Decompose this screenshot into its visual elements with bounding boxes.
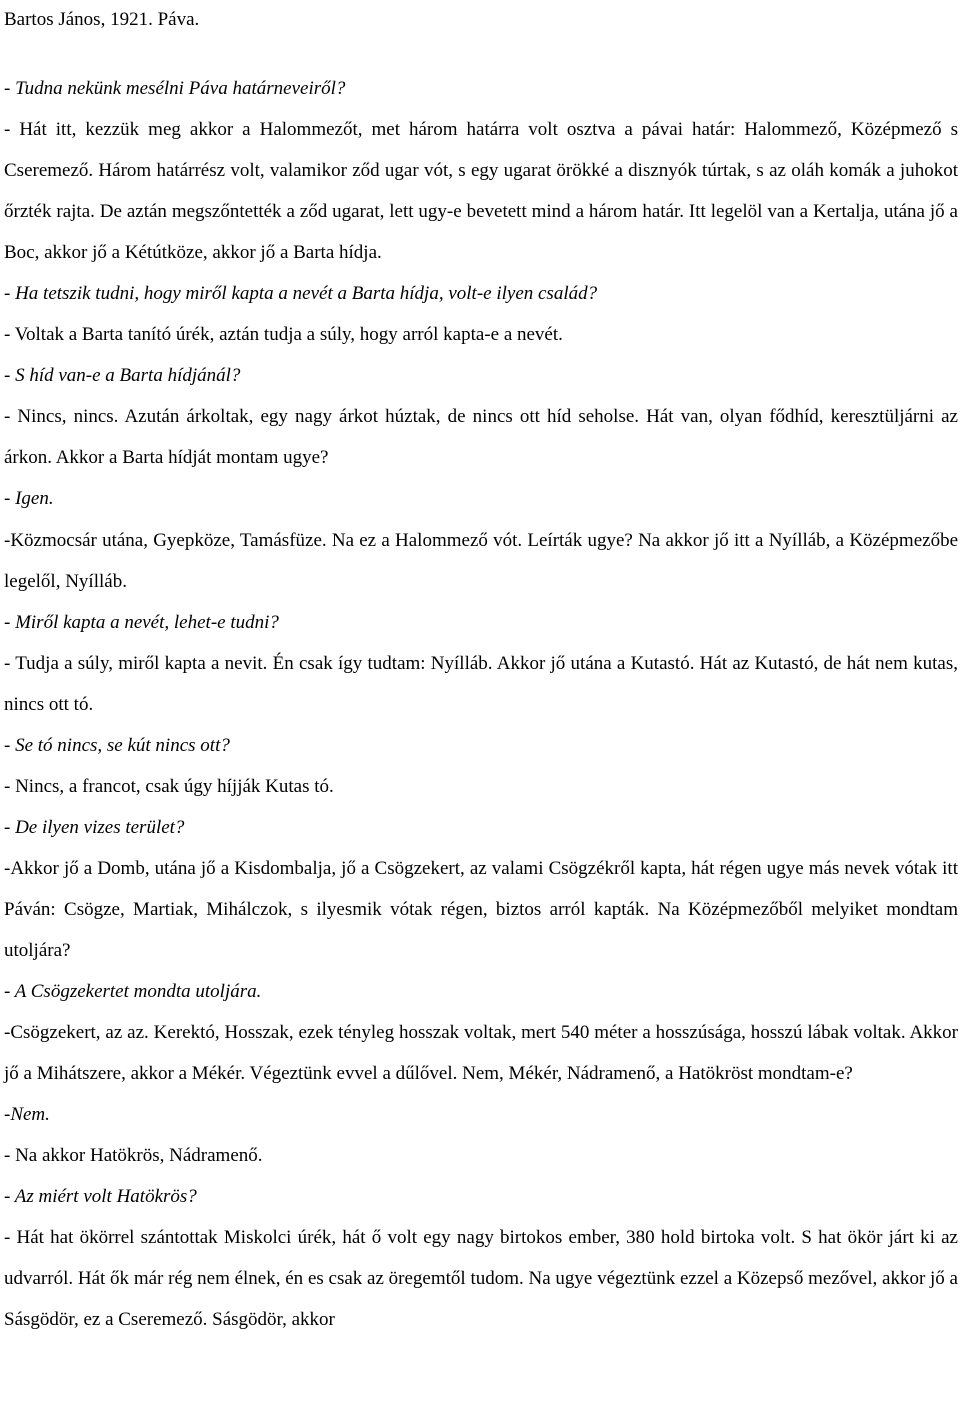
- interviewer-question: - De ilyen vizes terület?: [4, 816, 185, 838]
- document-page: [4, 0, 958, 1340]
- informant-answer: - Tudja a súly, miről kapta a nevit. Én csak így tudtam: Nyílláb. Akkor jő utána a Kutastó. Hát az Kutastó, de hát nem kutas, nincs ott tó.: [4, 652, 958, 715]
- document-heading: Bartos János, 1921. Páva.: [4, 9, 200, 30]
- interviewer-question: - Az miért volt Hatökrös?: [4, 1186, 197, 1208]
- informant-answer: - Nincs, nincs. Azután árkoltak, egy nagy árkot húztak, de nincs ott híd seholse. Hát van, olyan fődhíd, keresztüljárni az árkon. Akkor a Barta hídját montam ugye?: [4, 406, 958, 469]
- informant-answer: -Közmocsár utána, Gyepköze, Tamásfüze. Na ez a Halommező vót. Leírták ugye? Na akkor jő itt a Nyílláb, a Középmezőbe legelől, Nyílláb.: [4, 529, 958, 592]
- interviewer-question: - Miről kapta a nevét, lehet-e tudni?: [4, 611, 279, 633]
- informant-answer: -Csögzekert, az az. Kerektó, Hosszak, ezek tényleg hosszak voltak, mert 540 méter a hosszúsága, hosszú lábak voltak. Akkor jő a Mihátszere, akkor a Mékér. Végeztünk evvel a dűlővel. Nem, Mékér, Nádramenő, a Hatökröst mondtam-e?: [4, 1022, 958, 1085]
- interviewer-question: -Nem.: [4, 1104, 50, 1126]
- interviewer-question: - Tudna nekünk mesélni Páva határneveiről?: [4, 78, 346, 99]
- informant-answer: - Hát hat ökörrel szántottak Miskolci úrék, hát ő volt egy nagy birtokos ember, 380 hold birtoka volt. S hat ökör járt ki az udvarról. Hát ők már rég nem élnek, én es csak az öregemtől tudom. Na ugye végeztünk ezzel a Közepső mezővel, akkor jő a Sásgödör, ez a Cseremező. Sásgödör, akkor: [4, 1227, 958, 1331]
- interview-transcript: [4, 68, 958, 1340]
- interviewer-question: - S híd van-e a Barta hídjánál?: [4, 365, 241, 387]
- informant-answer: - Nincs, a francot, csak úgy híjják Kutas tó.: [4, 775, 334, 797]
- interviewer-question: - Igen.: [4, 488, 54, 510]
- informant-answer: -Akkor jő a Domb, utána jő a Kisdombalja, jő a Csögzekert, az valami Csögzékről kapta, hát régen ugye más nevek vótak itt Páván: Csögze, Martiak, Mihálczok, s ilyesmik vótak régen, biztos arról kapták. Na Középmezőből melyiket mondtam utoljára?: [4, 857, 958, 961]
- interviewer-question: - Ha tetszik tudni, hogy miről kapta a nevét a Barta hídja, volt-e ilyen család?: [4, 283, 598, 305]
- informant-answer: - Hát itt, kezzük meg akkor a Halommezőt, met három határra volt osztva a pávai határ: Halommező, Középmező s Cseremező. Három határrész volt, valamikor ződ ugar vót, s egy ugarat örökké a disznyók túrtak, s az oláh komák a juhokot őrzték rajta. De aztán megszőntették a ződ ugarat, lett ugy-e bevetett mind a három határ. Itt legelöl van a Kertalja, utána jő a Boc, akkor jő a Kétútköze, akkor jő a Barta hídja.: [4, 119, 958, 264]
- interviewer-question: - Se tó nincs, se kút nincs ott?: [4, 734, 230, 756]
- interviewer-question: - A Csögzekertet mondta utoljára.: [4, 981, 262, 1003]
- informant-answer: - Voltak a Barta tanító úrék, aztán tudja a súly, hogy arról kapta-e a nevét.: [4, 324, 563, 346]
- informant-answer: - Na akkor Hatökrös, Nádramenő.: [4, 1145, 263, 1167]
